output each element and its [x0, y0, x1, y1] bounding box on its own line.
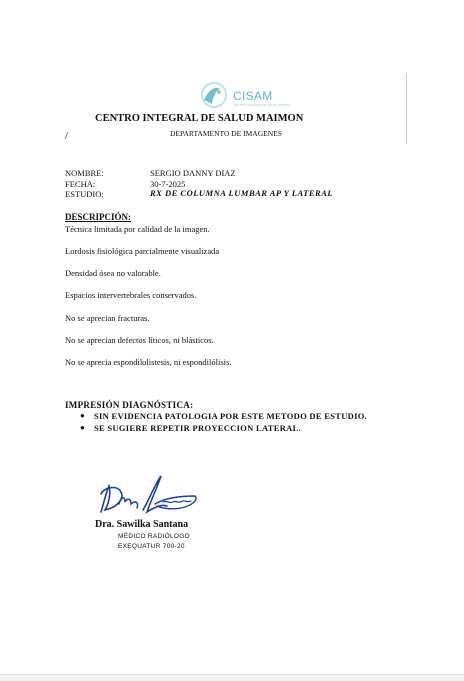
- study-label: ESTUDIO:: [65, 189, 104, 199]
- description-line: No se aprecian fracturas.: [65, 313, 150, 323]
- name-label: NOMBRE:: [65, 168, 104, 178]
- bullet-icon: ●: [80, 423, 86, 432]
- doctor-title: MÉDICO RADIÓLOGO: [118, 533, 190, 540]
- name-value: SERGIO DANNY DIAZ: [150, 168, 236, 178]
- impression-list: [80, 410, 367, 434]
- date-value: 30-7-2025: [150, 179, 186, 189]
- institution-title: CENTRO INTEGRAL DE SALUD MAIMON: [95, 113, 304, 124]
- description-line: No se aprecia espondilolistesis, ni espondilólisis.: [65, 357, 232, 367]
- description-line: Lordosis fisiológica parcialmente visualizada: [65, 246, 220, 256]
- logo-subtext: CENTRO INTEGRAL DE SALUD MAIMON: [233, 103, 291, 107]
- description-line: Espacios intervertebrales conservados.: [65, 290, 197, 300]
- cisam-logo: [198, 80, 291, 110]
- date-label: FECHA:: [65, 179, 96, 189]
- list-item: [80, 410, 367, 422]
- impression-item: SIN EVIDENCIA PATOLOGIA POR ESTE METODO DE ESTUDIO.: [94, 411, 368, 421]
- study-value: RX DE COLUMNA LUMBAR AP Y LATERAL: [150, 188, 334, 198]
- department-name: DEPARTAMENTO DE IMAGENES: [170, 129, 282, 138]
- impression-item: SE SUGIERE REPETIR PROYECCION LATERAL.: [94, 423, 302, 433]
- description-line: Técnica limitada por calidad de la imagen.: [65, 224, 210, 234]
- bullet-icon: ●: [80, 411, 86, 420]
- doctor-name: Dra. Sawilka Santana: [95, 519, 189, 530]
- description-line: Densidad ósea no valorable.: [65, 268, 161, 278]
- description-heading: DESCRIPCIÓN:: [65, 212, 132, 222]
- impression-heading: IMPRESIÓN DIAGNÓSTICA:: [65, 400, 194, 410]
- handwritten-signature-icon: [95, 470, 205, 520]
- header-mark: /: [65, 130, 69, 142]
- list-item: [80, 422, 367, 434]
- description-line: No se aprecian defectos líticos, ni blásticos.: [65, 335, 214, 345]
- doctor-registration: EXEQUATUR 700-20: [118, 543, 185, 550]
- page-edge-line: [406, 74, 407, 144]
- logo-text: CISAM: [233, 89, 273, 103]
- logo-emblem-icon: [198, 80, 232, 110]
